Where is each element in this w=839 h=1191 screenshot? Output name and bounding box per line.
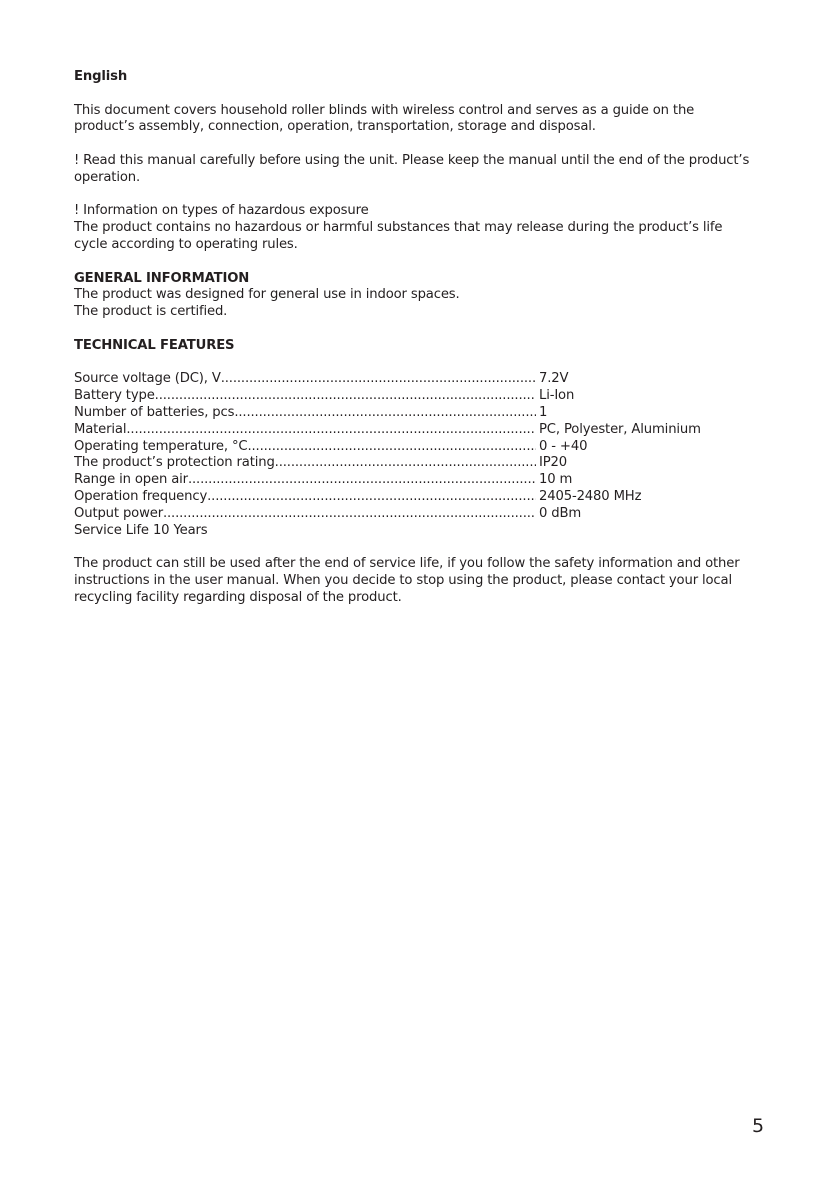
technical-features-heading: TECHNICAL FEATURES xyxy=(74,337,235,353)
intro-line: This document covers household roller blinds with wireless control and serves as a guide on the xyxy=(74,102,695,118)
spec-label: Source voltage (DC), V xyxy=(74,371,221,387)
closing-line: recycling facility regarding disposal of the product. xyxy=(74,589,402,605)
spec-table xyxy=(74,371,764,522)
spec-leader-dots xyxy=(247,439,536,456)
intro-paragraph xyxy=(74,103,764,137)
page-number: 5 xyxy=(752,1115,765,1137)
spec-label: Battery type xyxy=(74,388,155,404)
spec-value: 7.2V xyxy=(539,371,569,387)
closing-line: The product can still be used after the end of service life, if you follow the safety information and other xyxy=(74,556,740,572)
general-information-section xyxy=(74,271,764,321)
spec-leader-dots xyxy=(155,388,536,405)
spec-label: Material xyxy=(74,421,127,437)
spec-leader-dots xyxy=(188,472,536,489)
spec-leader-dots xyxy=(207,489,536,506)
spec-value: IP20 xyxy=(539,455,568,471)
spec-leader-dots xyxy=(126,422,536,439)
closing-paragraph xyxy=(74,556,764,606)
spec-row xyxy=(74,405,764,422)
spec-value: 0 - +40 xyxy=(539,438,588,454)
general-information-heading: GENERAL INFORMATION xyxy=(74,270,250,286)
spec-value: Li-Ion xyxy=(539,388,575,404)
closing-line: instructions in the user manual. When you decide to stop using the product, please contact your local xyxy=(74,572,732,588)
spec-row xyxy=(74,472,764,489)
spec-leader-dots xyxy=(275,455,536,472)
technical-features-section xyxy=(74,371,764,539)
spec-label: Output power xyxy=(74,505,163,521)
spec-label: Range in open air xyxy=(74,472,188,488)
spec-value: 2405-2480 MHz xyxy=(539,488,642,504)
spec-row xyxy=(74,388,764,405)
spec-label: Number of batteries, pcs. xyxy=(74,404,239,420)
spec-row xyxy=(74,506,764,523)
hazard-line: ! Information on types of hazardous exposure xyxy=(74,203,369,219)
spec-value: 0 dBm xyxy=(539,505,582,521)
spec-value: 1 xyxy=(539,404,548,420)
hazard-line: The product contains no hazardous or harmful substances that may release during the product’s life xyxy=(74,220,723,236)
general-information-line: The product is certified. xyxy=(74,304,228,320)
spec-label: Operation frequency xyxy=(74,488,208,504)
service-life: Service Life 10 Years xyxy=(74,522,208,538)
warning-paragraph xyxy=(74,153,764,187)
technical-features-heading-block xyxy=(74,338,764,355)
spec-row xyxy=(74,422,764,439)
spec-leader-dots xyxy=(238,405,536,422)
hazard-line: cycle according to operating rules. xyxy=(74,236,298,252)
spec-leader-dots xyxy=(221,371,536,388)
spec-row xyxy=(74,489,764,506)
spec-row xyxy=(74,371,764,388)
spec-leader-dots xyxy=(163,506,536,523)
document-page xyxy=(74,69,764,623)
spec-label: The product’s protection rating xyxy=(74,455,275,471)
intro-line: product’s assembly, connection, operation, transportation, storage and disposal. xyxy=(74,119,596,135)
spec-row xyxy=(74,455,764,472)
spec-value: 10 m xyxy=(539,472,573,488)
spec-label: Operating temperature, °C xyxy=(74,438,248,454)
language-heading: English xyxy=(74,69,128,84)
warning-line: operation. xyxy=(74,169,141,185)
warning-line: ! Read this manual carefully before using the unit. Please keep the manual until the end of the product’s xyxy=(74,152,750,168)
spec-row xyxy=(74,439,764,456)
hazard-paragraph xyxy=(74,203,764,253)
general-information-line: The product was designed for general use in indoor spaces. xyxy=(74,287,460,303)
spec-value: PC, Polyester, Aluminium xyxy=(539,421,701,437)
